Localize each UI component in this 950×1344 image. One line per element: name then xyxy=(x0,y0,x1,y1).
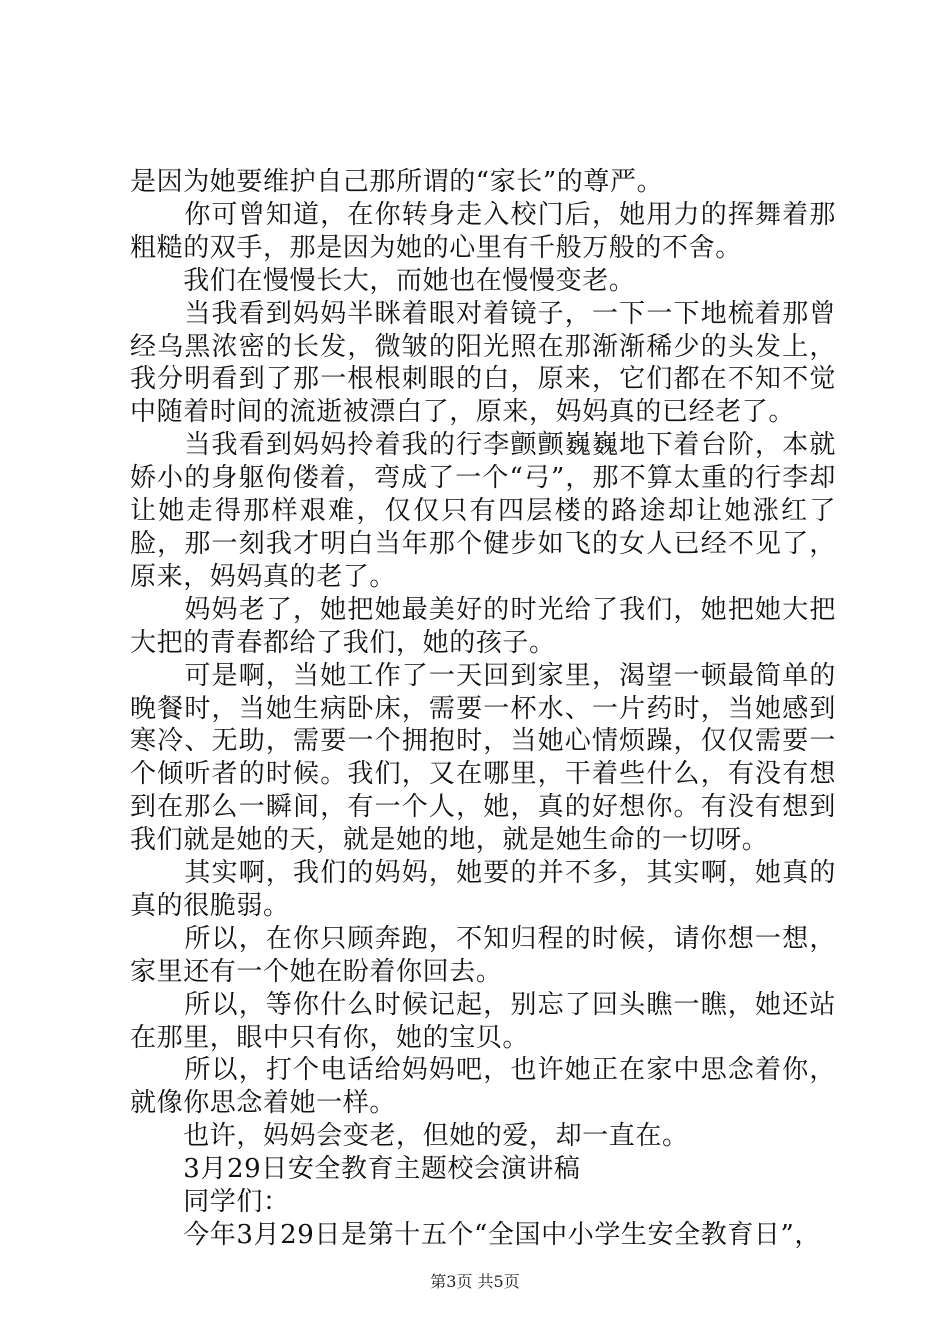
paragraph: 也许，妈妈会变老，但她的爱，却一直在。 xyxy=(130,1121,689,1152)
paragraph: 所以，在你只顾奔跑，不知归程的时候，请你想一想，家里还有一个她在盼着你回去。 xyxy=(130,923,836,987)
paragraph: 其实啊，我们的妈妈，她要的并不多，其实啊，她真的真的很脆弱。 xyxy=(130,858,836,921)
document-body xyxy=(130,166,836,1252)
paragraph: 妈妈老了，她把她最美好的时光给了我们，她把她大把大把的青春都给了我们，她的孩子。 xyxy=(130,594,836,658)
salutation: 同学们： xyxy=(130,1187,290,1218)
paragraph: 我们在慢慢长大，而她也在慢慢变老。 xyxy=(130,265,636,296)
paragraph: 当我看到妈妈半眯着眼对着镜子，一下一下地梳着那曾经乌黑浓密的长发，微皱的阳光照在那渐渐稀少的头发上，我分明看到了那一根根刺眼的白，原来，它们都在不知不觉中随着时间的流逝被漂白了，原来，妈妈真的已经老了。 xyxy=(130,298,836,428)
paragraph: 所以，等你什么时候记起，别忘了回头瞧一瞧，她还站在那里，眼中只有你，她的宝贝。 xyxy=(130,989,836,1053)
paragraph: 当我看到妈妈拎着我的行李颤颤巍巍地下着台阶，本就娇小的身躯佝偻着，弯成了一个“弓”，那不算太重的行李却让她走得那样艰难，仅仅只有四层楼的路途却让她涨红了脸，那一刻我才明白当年那个健步如飞的女人已经不见了，原来，妈妈真的老了。 xyxy=(130,430,836,592)
paragraph: 所以，打个电话给妈妈吧，也许她正在家中思念着你，就像你思念着她一样。 xyxy=(130,1055,836,1119)
speech-title: 3月29日安全教育主题校会演讲稿 xyxy=(130,1154,581,1185)
paragraph: 是因为她要维护自己那所谓的“家长”的尊严。 xyxy=(130,167,664,197)
paragraph: 你可曾知道，在你转身走入校门后，她用力的挥舞着那粗糙的双手，那是因为她的心里有千般万般的不舍。 xyxy=(130,199,836,263)
paragraph: 今年3月29日是第十五个“全国中小学生安全教育日”， xyxy=(130,1220,822,1250)
paragraph: 可是啊，当她工作了一天回到家里，渴望一顿最简单的晚餐时，当她生病卧床，需要一杯水、一片药时，当她感到寒冷、无助，需要一个拥抱时，当她心情烦躁，仅仅需要一个倾听者的时候。我们，又在哪里，干着些什么，有没有想到在那么一瞬间，有一个人，她，真的好想你。有没有想到我们就是她的天，就是她的地，就是她生命的一切呀。 xyxy=(130,660,836,856)
page-number-footer: 第3页 共5页 xyxy=(430,1272,520,1291)
